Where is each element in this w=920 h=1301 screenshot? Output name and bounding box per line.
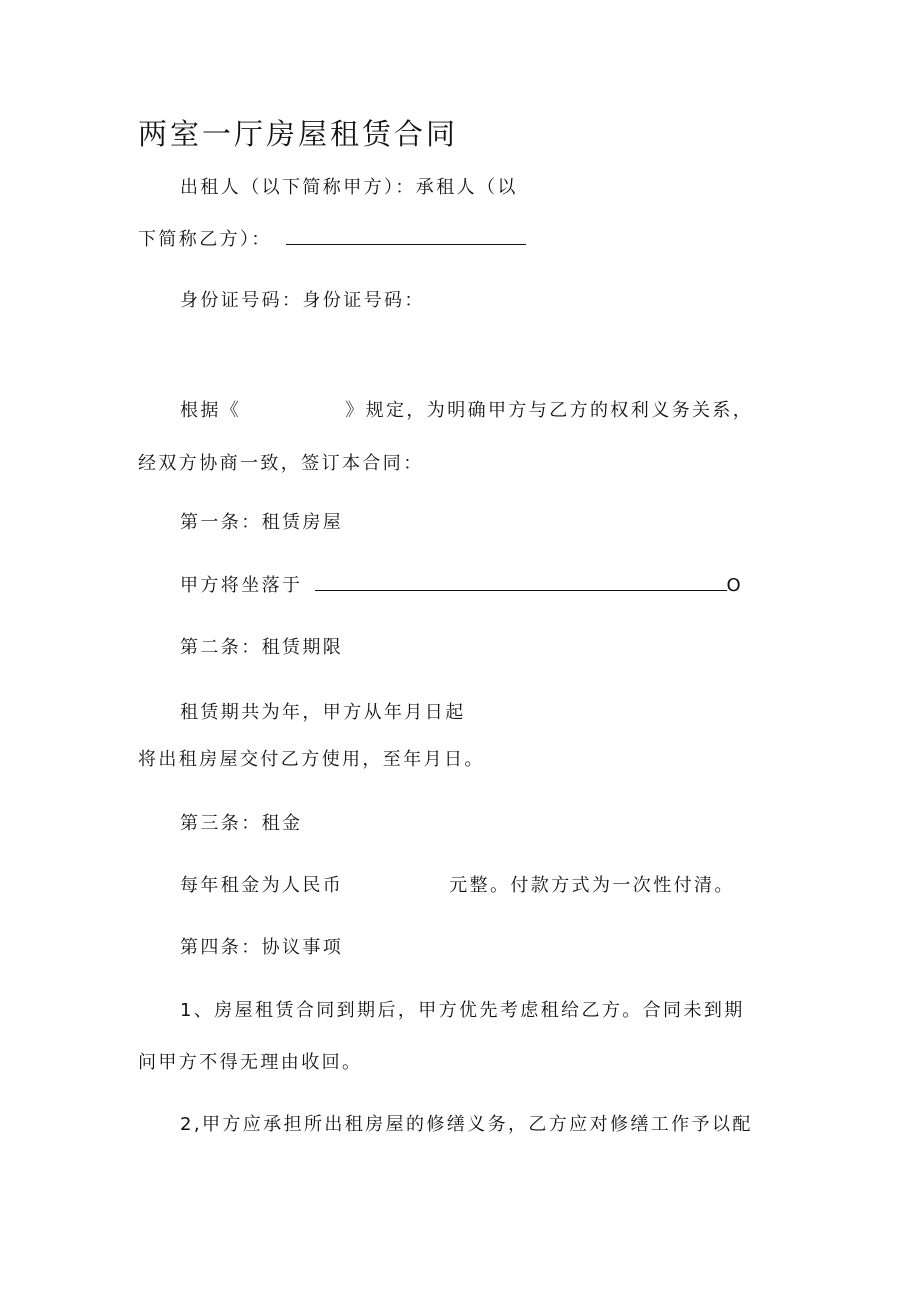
id-numbers-line: 身份证号码：身份证号码： [180, 290, 425, 311]
article1-end: O [726, 575, 744, 596]
article3-text [180, 874, 735, 898]
basis-prefix: 根据《 [180, 400, 242, 421]
article1-text [180, 574, 743, 598]
article2-heading: 第二条：租赁期限 [180, 637, 344, 658]
basis-suffix: 》规定，为明确甲方与乙方的权利义务关系， [345, 400, 754, 421]
property-address-blank[interactable] [315, 576, 727, 591]
item1-line-1: 1、房屋租赁合同到期后，甲方优先考虑租给乙方。合同未到期 [180, 1000, 745, 1021]
item1-line-2: 问甲方不得无理由收回。 [138, 1052, 363, 1073]
parties-line-2-text: 下简称乙方）： [138, 229, 272, 250]
parties-line-1: 出租人（以下简称甲方）：承租人（以 [180, 177, 518, 198]
article1-heading: 第一条：租赁房屋 [180, 512, 344, 533]
article3-suffix: 元整。付款方式为一次性付清。 [449, 875, 735, 896]
article3-prefix: 每年租金为人民币 [180, 875, 344, 896]
item2-line-1: 2,甲方应承担所出租房屋的修缮义务，乙方应对修缮工作予以配 [180, 1114, 753, 1135]
basis-line-1 [180, 399, 753, 423]
article2-line-1: 租赁期共为年，甲方从年月日起 [180, 702, 466, 723]
article4-heading: 第四条：协议事项 [180, 937, 344, 958]
lessee-name-blank[interactable] [286, 230, 526, 245]
parties-line-2 [138, 228, 526, 252]
article1-label: 甲方将坐落于 [180, 575, 303, 596]
article2-line-2: 将出租房屋交付乙方使用，至年月日。 [138, 749, 485, 770]
document-title: 两室一厅房屋租赁合同 [138, 117, 459, 151]
article3-heading: 第三条：租金 [180, 813, 303, 834]
basis-line-2: 经双方协商一致，签订本合同： [138, 453, 424, 474]
